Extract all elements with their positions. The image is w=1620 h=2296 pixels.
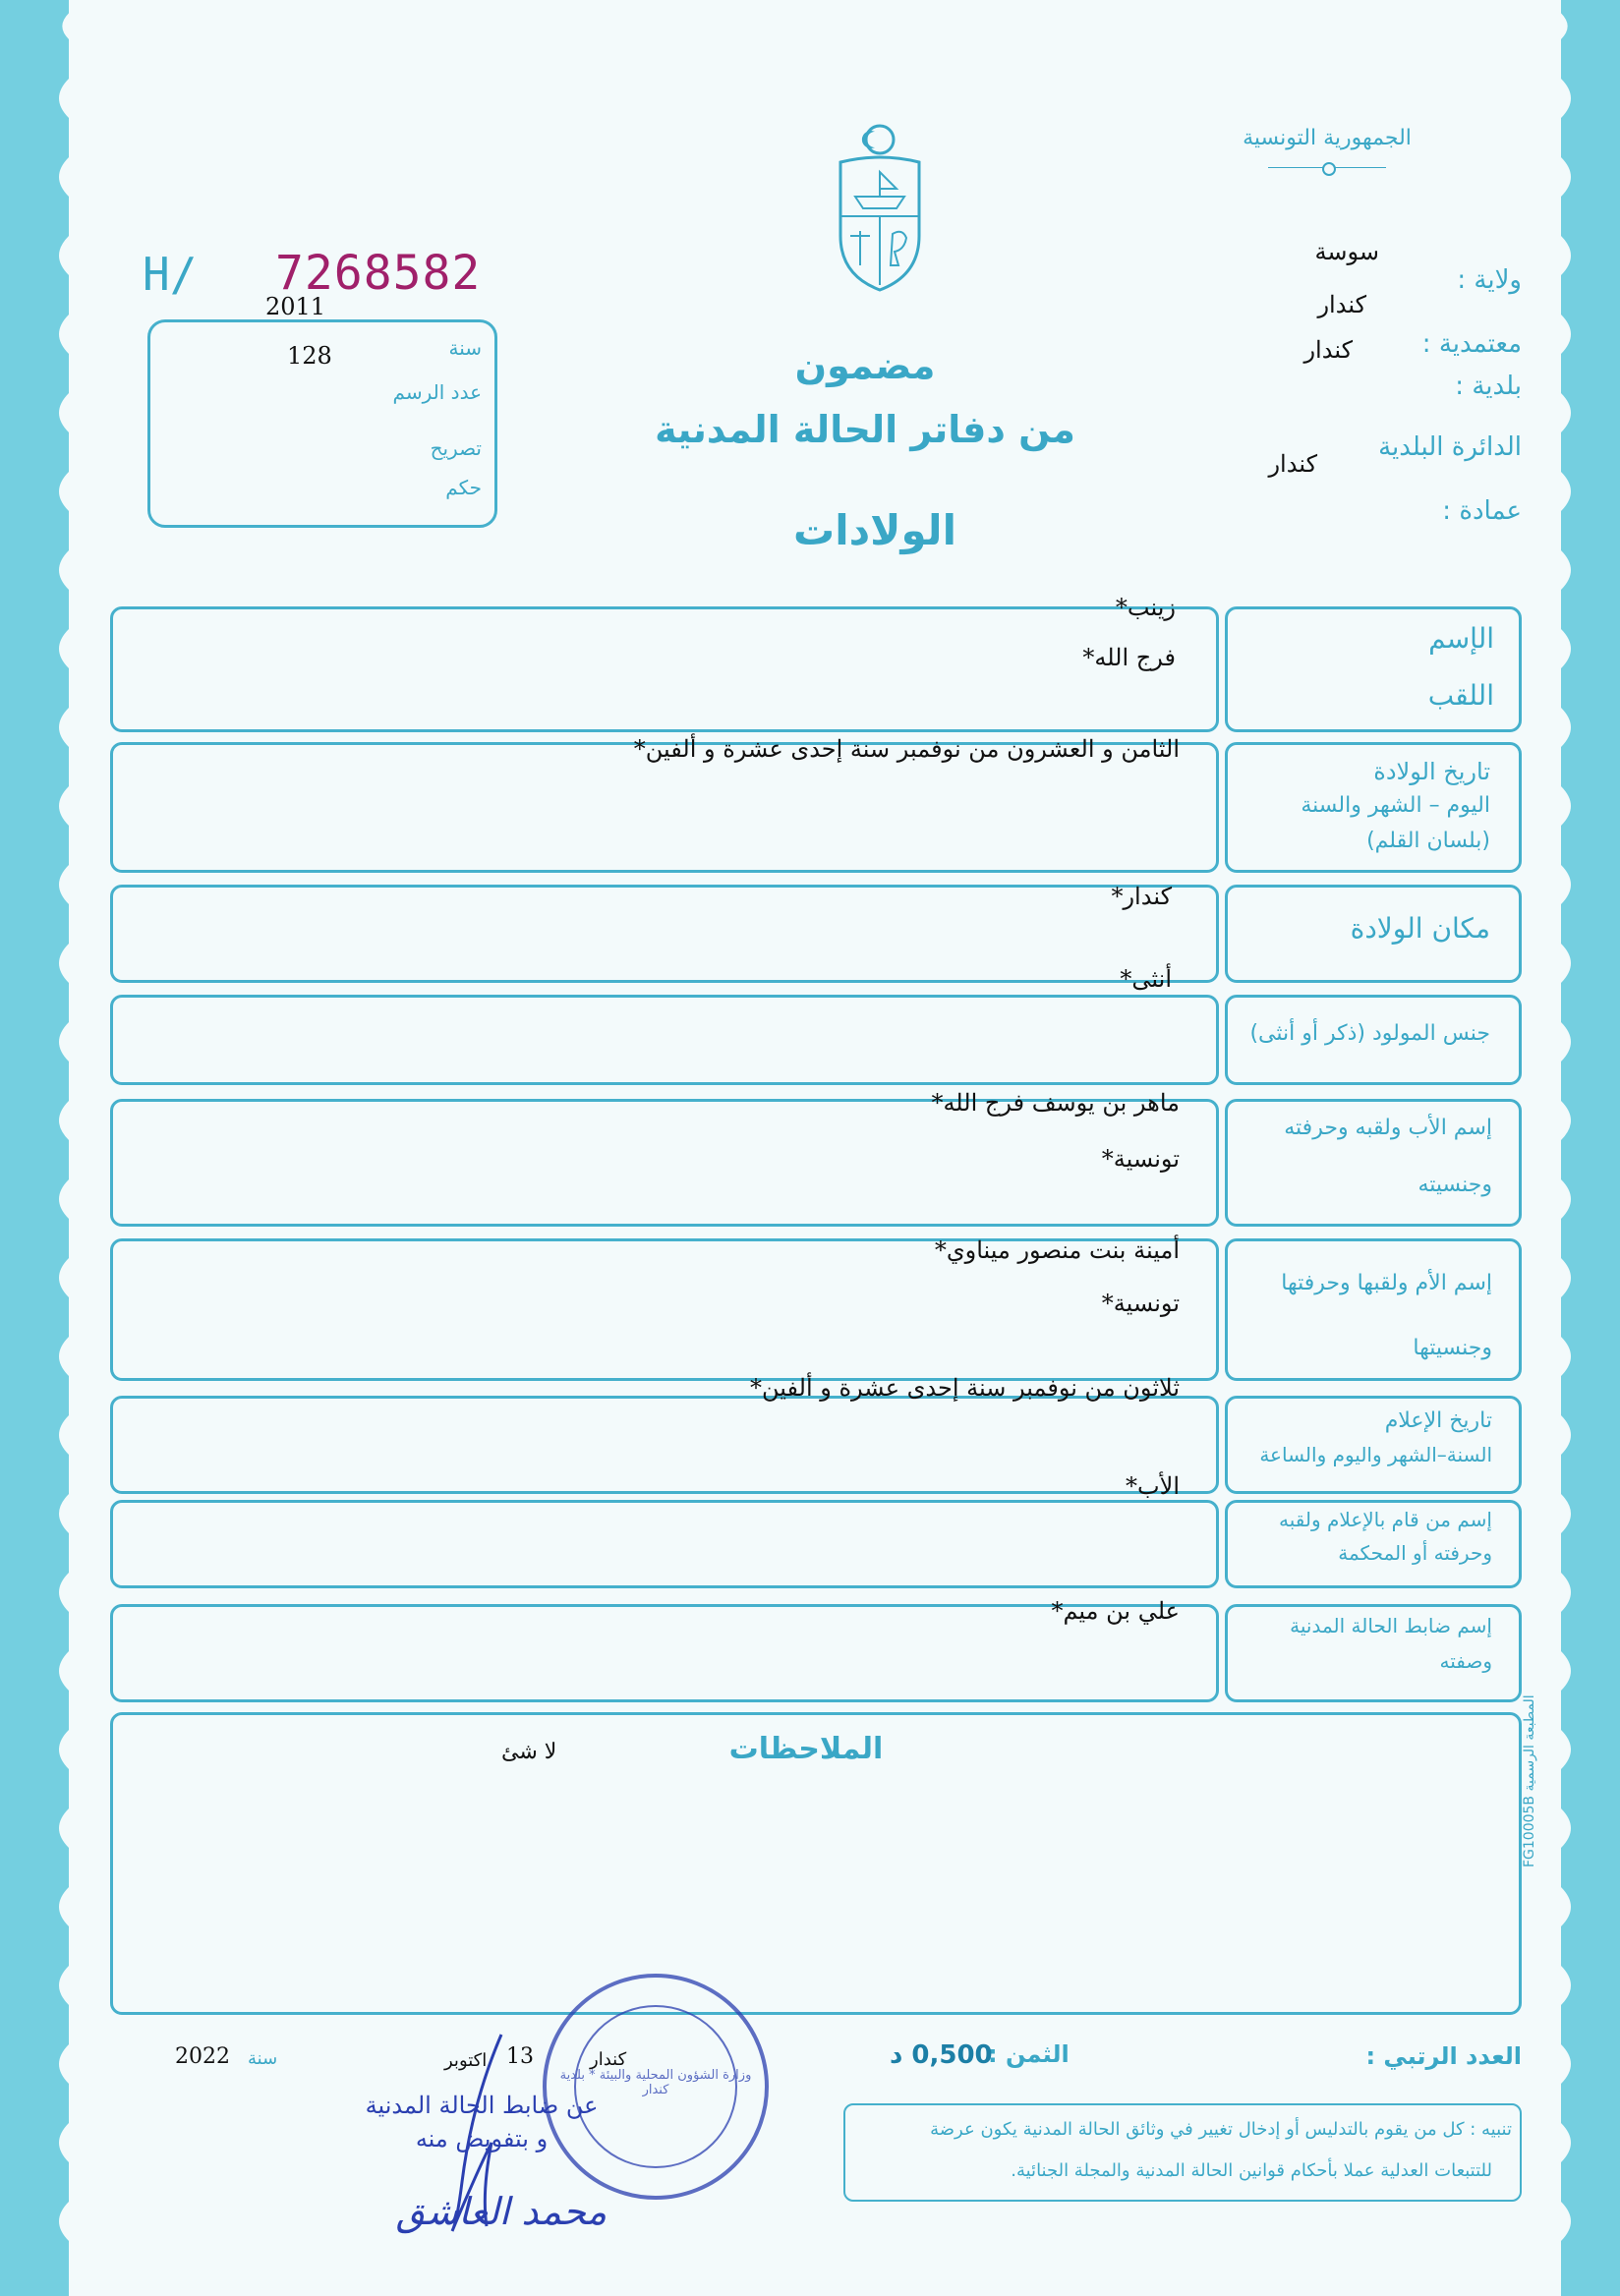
issue-year-value: 2022 <box>175 2044 230 2069</box>
decorative-border-left <box>0 0 69 2296</box>
birth-date-sublabel: اليوم – الشهر والسنة <box>1301 793 1490 818</box>
declarant-sublabel: وحرفته أو المحكمة <box>1338 1541 1492 1565</box>
price-label: الثمن : <box>988 2040 1070 2068</box>
issue-year-label: سنة <box>248 2048 278 2069</box>
declarant-value-box <box>110 1500 1219 1588</box>
judgment-label: حكم <box>445 476 482 499</box>
declarant-value: الأب* <box>1126 1472 1180 1500</box>
birth-place-value-box <box>110 885 1219 983</box>
father-value: ماهر بن يوسف فرج الله* <box>931 1089 1180 1117</box>
record-number-value: 128 <box>287 342 332 370</box>
admin-delegation-label: معتمدية : <box>1421 329 1522 359</box>
issue-day: 13 <box>506 2044 534 2069</box>
republic-title: الجمهورية التونسية <box>1243 126 1412 150</box>
sex-value: أنثى* <box>1120 965 1172 993</box>
name-label: الإسم <box>1428 622 1494 655</box>
admin-delegation-value: كندار <box>1317 291 1366 318</box>
admin-governorate-label: ولاية : <box>1457 265 1522 295</box>
coat-of-arms-icon <box>826 118 934 295</box>
declaration-date-value-box <box>110 1396 1219 1494</box>
declarant-label: إسم من قام بالإعلام ولقبه <box>1279 1508 1492 1531</box>
record-number-label: عدد الرسم <box>392 380 482 404</box>
mother-nationality-label: وجنسيتها <box>1413 1336 1492 1360</box>
sex-value-box <box>110 995 1219 1085</box>
serial-prefix: H/ <box>143 248 198 301</box>
admin-district-value: كندار <box>1268 450 1317 478</box>
record-year-label: سنة <box>448 336 482 360</box>
serial-label: العدد الرتبي : <box>1365 2042 1522 2070</box>
birth-date-note-label: (بلسان القلم) <box>1366 829 1490 853</box>
birth-place-value: كندار* <box>1111 883 1172 910</box>
republic-underline-dot <box>1322 162 1336 176</box>
registrar-sublabel: وصفته <box>1439 1649 1492 1673</box>
father-nationality-value: تونسية* <box>1101 1145 1180 1173</box>
admin-municipality-label: بلدية : <box>1455 372 1522 401</box>
signer-line2: و بتفويض منه <box>415 2125 549 2152</box>
signer-name: محمد العاشق <box>395 2190 608 2233</box>
registrar-value: علي بن ميم* <box>1051 1597 1180 1625</box>
printer-code: المطبعة الرسمية FG10005B <box>1522 1694 1537 1867</box>
mother-label: إسم الأم ولقبها وحرفتها <box>1281 1271 1492 1295</box>
warning-line2: للتتبعات العدلية عملا بأحكام قوانين الحالة المدنية والمجلة الجنائية. <box>1011 2160 1492 2181</box>
registrar-label: إسم ضابط الحالة المدنية <box>1290 1614 1492 1637</box>
name-value-box <box>110 606 1219 732</box>
issue-place: كندار <box>590 2049 627 2070</box>
document-title-births: الولادات <box>793 506 956 554</box>
stamp-text: وزارة الشؤون المحلية والبيئة * بلدية كندار <box>559 2068 752 2097</box>
signer-line1: عن ضابط الحالة المدنية <box>365 2092 599 2119</box>
father-label: إسم الأب ولقبه وحرفته <box>1284 1116 1492 1140</box>
declaration-date-sublabel: السنة–الشهر واليوم والساعة <box>1259 1443 1492 1466</box>
document-title-line2: من دفاتر الحالة المدنية <box>655 408 1075 451</box>
official-stamp <box>543 1974 769 2200</box>
mother-nationality-value: تونسية* <box>1101 1290 1180 1317</box>
remarks-label: الملاحظات <box>728 1732 884 1766</box>
record-year-value: 2011 <box>265 293 326 320</box>
mother-value: أمينة بنت منصور ميناوي* <box>934 1236 1180 1264</box>
declaration-date-value: ثلاثون من نوفمبر سنة إحدى عشرة و ألفين* <box>749 1374 1180 1402</box>
admin-district-label: الدائرة البلدية <box>1378 432 1522 462</box>
issue-month: اكتوبر <box>444 2050 488 2071</box>
birth-place-label: مكان الولادة <box>1350 912 1490 945</box>
decorative-border-right <box>1561 0 1620 2296</box>
admin-sector-label: عمادة : <box>1442 496 1522 526</box>
father-value-box <box>110 1099 1219 1227</box>
price-value: 0,500 د <box>890 2040 993 2070</box>
document-title-line1: مضمون <box>794 344 936 387</box>
declaration-date-label: تاريخ الإعلام <box>1384 1408 1492 1433</box>
father-nationality-label: وجنسيته <box>1418 1173 1492 1197</box>
sex-label: جنس المولود (ذكر أو أنثى) <box>1249 1021 1490 1046</box>
admin-municipality-value: كندار <box>1303 336 1353 364</box>
admin-governorate-value: سوسة <box>1314 238 1379 265</box>
surname-value: فرج الله* <box>1082 644 1176 671</box>
warning-box <box>843 2103 1522 2202</box>
handwritten-signature-icon <box>433 2025 521 2241</box>
birth-date-label: تاريخ الولادة <box>1373 758 1490 785</box>
name-value: زينب* <box>1115 594 1176 621</box>
surname-label: اللقب <box>1427 679 1494 712</box>
declaration-label: تصريح <box>430 436 482 460</box>
serial-number: 7268582 <box>275 246 482 301</box>
remarks-value: لا شئ <box>501 1740 557 1764</box>
warning-line1: تنبيه : كل من يقوم بالتدليس أو إدخال تغيير في وثائق الحالة المدنية يكون عرضة <box>930 2119 1512 2140</box>
birth-date-value: الثامن و العشرون من نوفمبر سنة إحدى عشرة و ألفين* <box>633 735 1180 763</box>
